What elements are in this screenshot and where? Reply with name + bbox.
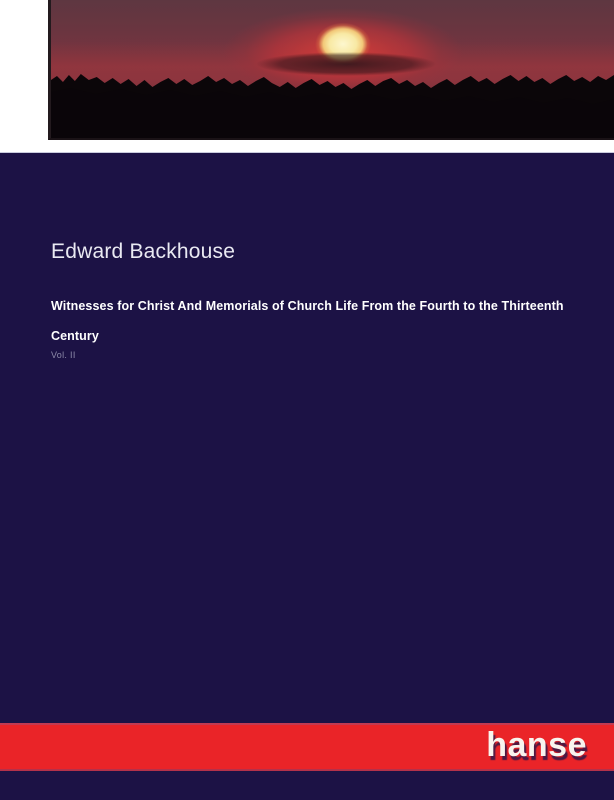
publisher-logo: hanse <box>486 726 587 764</box>
sunset-photo <box>48 0 614 140</box>
title-line-1: Witnesses for Christ And Memorials of Church Life From the Fourth to the Thirteenth <box>51 299 564 313</box>
author-name: Edward Backhouse <box>51 240 236 263</box>
book-title <box>51 291 571 351</box>
publisher-bar <box>0 723 614 771</box>
title-line-2: Century <box>51 329 99 343</box>
volume-label: Vol. II <box>51 350 76 360</box>
treeline-silhouette <box>51 70 614 138</box>
